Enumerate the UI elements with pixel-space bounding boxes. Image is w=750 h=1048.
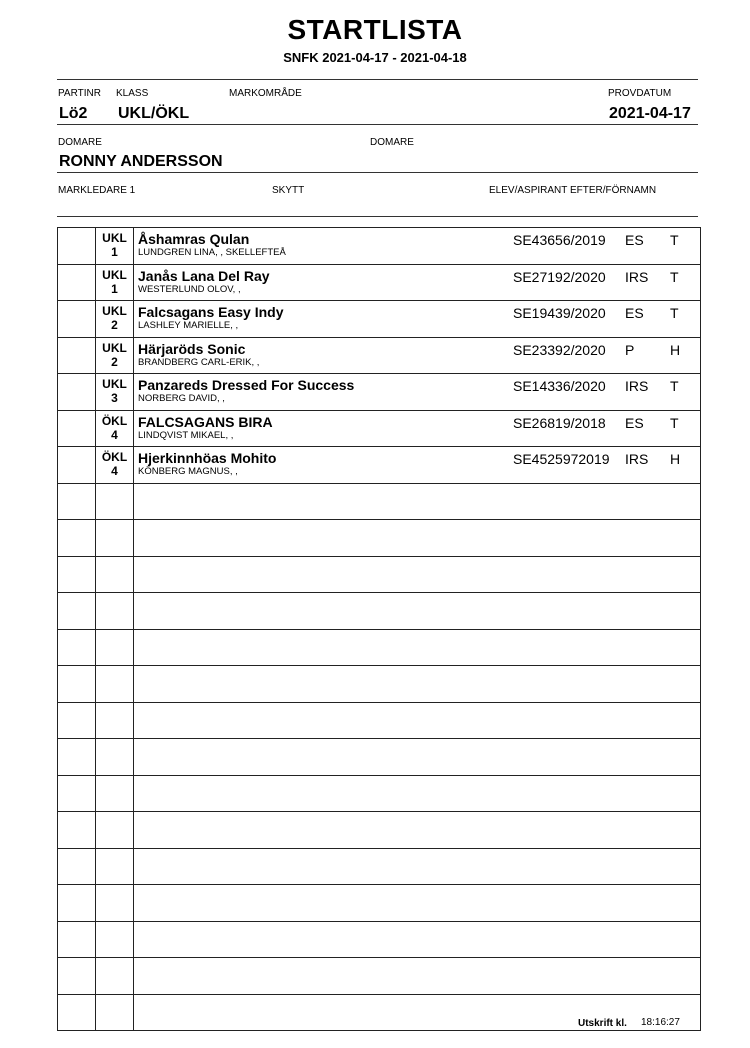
start-number-cell — [58, 556, 96, 593]
registration-number: SE4525972019 — [513, 451, 610, 467]
table-row — [58, 374, 701, 411]
klass-value: UKL/ÖKL — [118, 105, 190, 122]
entry-class-number: 3 — [111, 391, 118, 405]
klass-label: KLASS — [116, 88, 149, 99]
table-row — [58, 848, 701, 885]
breed-code: ES — [625, 232, 644, 248]
table-row — [58, 556, 701, 593]
dog-name: Falcsagans Easy Indy — [138, 304, 284, 320]
start-number-cell — [58, 337, 96, 374]
table-row — [58, 775, 701, 812]
entry-class: UKL — [102, 304, 127, 318]
class-cell — [96, 958, 134, 995]
registration-number: SE43656/2019 — [513, 232, 606, 248]
start-number-cell — [58, 739, 96, 776]
domare2-label: DOMARE — [370, 137, 414, 148]
start-number-cell — [58, 702, 96, 739]
breed-code: IRS — [625, 378, 649, 394]
owner-name: WESTERLUND OLOV, , — [138, 283, 241, 295]
entry-class: UKL — [102, 267, 127, 282]
start-number-cell — [58, 264, 96, 301]
dog-cell — [134, 264, 701, 301]
page-title: STARTLISTA — [287, 14, 463, 45]
class-cell — [96, 410, 134, 447]
start-number-cell — [58, 885, 96, 922]
sex-code: T — [670, 268, 679, 285]
table-row — [58, 483, 701, 520]
dog-cell — [134, 520, 701, 557]
start-number-cell — [58, 994, 96, 1031]
class-cell — [96, 374, 134, 411]
registration-number: SE26819/2018 — [513, 414, 606, 431]
dog-cell — [134, 228, 701, 265]
dog-cell — [134, 629, 701, 666]
class-cell — [96, 337, 134, 374]
domare1-value: RONNY ANDERSSON — [59, 153, 223, 170]
class-cell — [96, 264, 134, 301]
table-row — [58, 337, 701, 374]
sex-code: H — [670, 451, 681, 467]
start-number-cell — [58, 812, 96, 849]
class-cell — [96, 301, 134, 338]
dog-name: FALCSAGANS BIRA — [138, 413, 273, 430]
sex-code: H — [670, 341, 681, 358]
start-number-cell — [58, 666, 96, 703]
dog-cell — [134, 410, 701, 447]
class-cell — [96, 556, 134, 593]
divider — [57, 216, 698, 217]
start-number-cell — [58, 921, 96, 958]
table-row — [58, 410, 701, 447]
table-row — [58, 958, 701, 995]
table-row — [58, 812, 701, 849]
table-row — [58, 264, 701, 301]
start-number-cell — [58, 593, 96, 630]
dog-cell — [134, 812, 701, 849]
dog-name: Hjerkinnhöas Mohito — [138, 450, 277, 466]
dog-cell — [134, 556, 701, 593]
dog-cell — [134, 921, 701, 958]
domare1-label: DOMARE — [58, 137, 102, 148]
sex-code: T — [670, 305, 679, 321]
owner-name: LINDQVIST MIKAEL, , — [138, 429, 234, 441]
table-row — [58, 593, 701, 630]
sex-code: T — [670, 378, 679, 394]
registration-number: SE19439/2020 — [513, 305, 606, 321]
dog-cell — [134, 885, 701, 922]
registration-number: SE14336/2020 — [513, 378, 606, 394]
start-number-cell — [58, 447, 96, 484]
start-number-cell — [58, 848, 96, 885]
start-number-cell — [58, 958, 96, 995]
dog-cell — [134, 337, 701, 374]
start-number-cell — [58, 520, 96, 557]
start-number-cell — [58, 410, 96, 447]
divider — [57, 79, 698, 80]
dog-cell — [134, 447, 701, 484]
owner-name: NORBERG DAVID, , — [138, 393, 225, 404]
partinr-label: PARTINR — [58, 88, 101, 99]
entry-class-number: 4 — [111, 464, 118, 478]
class-cell — [96, 885, 134, 922]
table-row — [58, 885, 701, 922]
entry-class-number: 2 — [111, 354, 118, 369]
divider — [57, 172, 698, 173]
sex-code: T — [670, 414, 679, 431]
entry-class: UKL — [102, 231, 127, 245]
event-subtitle: SNFK 2021-04-17 - 2021-04-18 — [283, 50, 467, 65]
table-row — [58, 520, 701, 557]
class-cell — [96, 812, 134, 849]
table-row — [58, 301, 701, 338]
breed-code: ES — [625, 305, 644, 321]
start-number-cell — [58, 483, 96, 520]
breed-code: IRS — [625, 451, 649, 467]
class-cell — [96, 228, 134, 265]
owner-name: BRANDBERG CARL-ERIK, , — [138, 356, 260, 368]
print-time-value: 18:16:27 — [641, 1017, 680, 1028]
dog-cell — [134, 739, 701, 776]
class-cell — [96, 593, 134, 630]
dog-cell — [134, 483, 701, 520]
table-row — [58, 739, 701, 776]
entry-class-number: 4 — [111, 427, 118, 442]
dog-name: Janås Lana Del Ray — [138, 267, 270, 284]
divider — [57, 124, 698, 125]
skytt-label: SKYTT — [272, 185, 305, 196]
dog-cell — [134, 593, 701, 630]
start-number-cell — [58, 629, 96, 666]
dog-cell — [134, 775, 701, 812]
dog-name: Panzareds Dressed For Success — [138, 377, 355, 393]
entry-class-number: 1 — [111, 281, 118, 296]
dog-cell — [134, 301, 701, 338]
registration-number: SE27192/2020 — [513, 268, 606, 285]
start-number-cell — [58, 301, 96, 338]
start-number-cell — [58, 775, 96, 812]
elev-label: ELEV/ASPIRANT EFTER/FÖRNAMN — [489, 185, 657, 196]
owner-name: LASHLEY MARIELLE, , — [138, 320, 239, 331]
table-row — [58, 666, 701, 703]
table-row — [58, 447, 701, 484]
entry-class: UKL — [102, 340, 127, 355]
class-cell — [96, 447, 134, 484]
start-number-cell — [58, 374, 96, 411]
provdatum-label: PROVDATUM — [608, 88, 672, 99]
print-time-label: Utskrift kl. — [578, 1018, 627, 1029]
class-cell — [96, 921, 134, 958]
table-row — [58, 702, 701, 739]
dog-name: Åshamras Qulan — [138, 231, 250, 247]
dog-cell — [134, 958, 701, 995]
start-number-cell — [58, 228, 96, 265]
entry-class-number: 1 — [111, 245, 118, 259]
breed-code: P — [625, 341, 635, 358]
class-cell — [96, 629, 134, 666]
table-row — [58, 228, 701, 265]
class-cell — [96, 775, 134, 812]
markomrade-label: MARKOMRÅDE — [229, 88, 302, 99]
class-cell — [96, 520, 134, 557]
class-cell — [96, 483, 134, 520]
breed-code: ES — [625, 414, 644, 431]
class-cell — [96, 848, 134, 885]
markledare-label: MARKLEDARE 1 — [58, 185, 136, 196]
class-cell — [96, 702, 134, 739]
start-list-table — [57, 227, 701, 1031]
entry-class-number: 2 — [111, 318, 118, 332]
dog-cell — [134, 666, 701, 703]
class-cell — [96, 739, 134, 776]
dog-cell — [134, 374, 701, 411]
dog-cell — [134, 702, 701, 739]
partinr-value: Lö2 — [59, 105, 88, 122]
class-cell — [96, 994, 134, 1031]
owner-name: LUNDGREN LINA, , SKELLEFTEÅ — [138, 247, 286, 258]
entry-class: ÖKL — [101, 413, 128, 428]
table-row — [58, 921, 701, 958]
registration-number: SE23392/2020 — [513, 341, 606, 358]
table-row — [58, 629, 701, 666]
dog-name: Härjaröds Sonic — [138, 340, 246, 357]
dog-cell — [134, 848, 701, 885]
sex-code: T — [670, 232, 679, 248]
class-cell — [96, 666, 134, 703]
breed-code: IRS — [625, 268, 649, 285]
owner-name: KÖNBERG MAGNUS, , — [138, 466, 238, 477]
provdatum-value: 2021-04-17 — [609, 105, 691, 122]
entry-class: UKL — [102, 377, 127, 391]
entry-class: ÖKL — [101, 450, 128, 464]
